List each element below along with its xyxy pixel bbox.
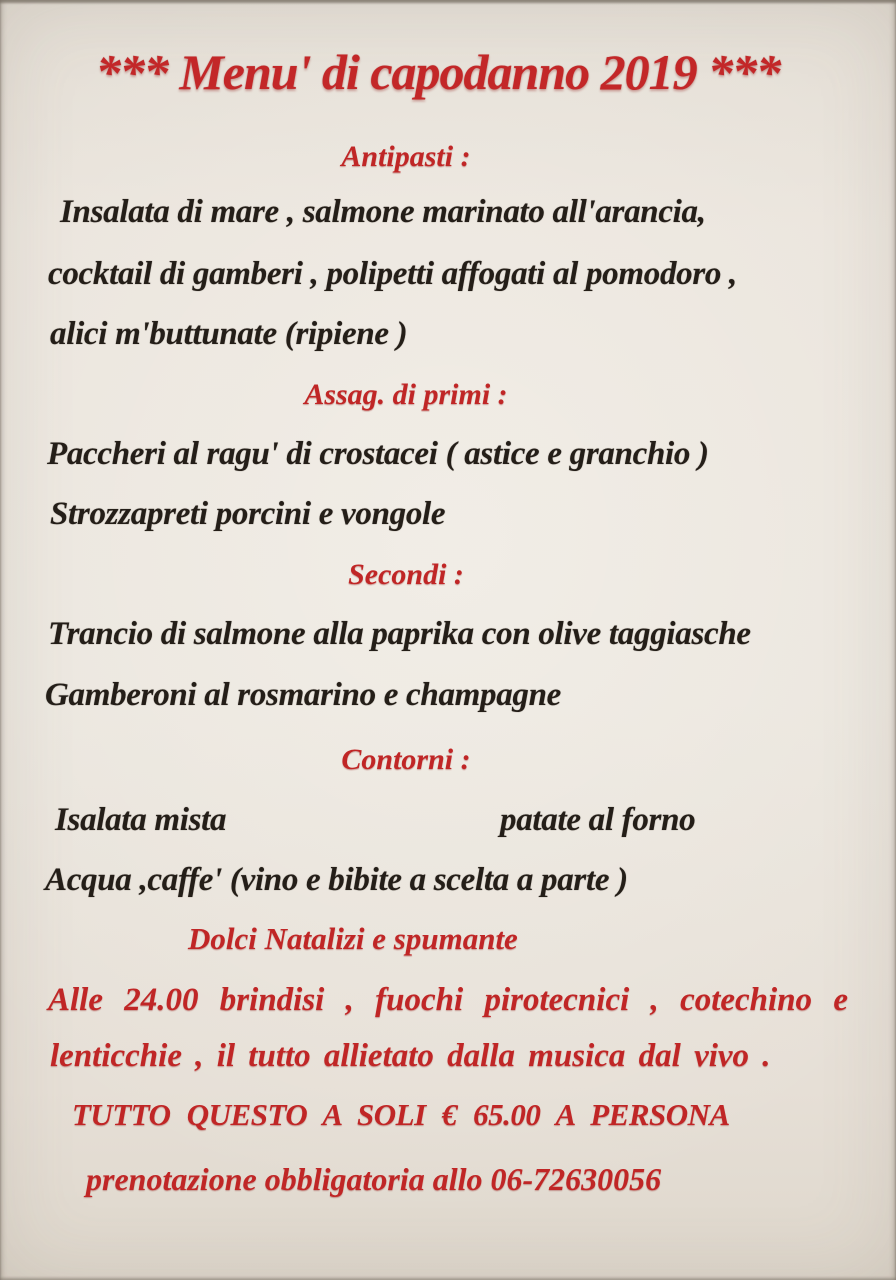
midnight-note-line-2: lenticchie , il tutto allietato dalla musica dal vivo . — [50, 1038, 771, 1074]
price-line: TUTTO QUESTO A SOLI € 65.00 A PERSONA — [72, 1097, 730, 1132]
section-heading-dolci: Dolci Natalizi e spumante — [188, 921, 518, 956]
menu-item-drinks: Acqua ,caffe' (vino e bibite a scelta a parte ) — [45, 862, 628, 898]
menu-item-contorni-right: patate al forno — [500, 802, 696, 838]
menu-item-primi-1: Paccheri al ragu' di crostacei ( astice e granchio ) — [47, 436, 709, 472]
section-heading-primi: Assag. di primi : — [304, 378, 508, 411]
menu-item-secondi-2: Gamberoni al rosmarino e champagne — [45, 677, 562, 713]
menu-title: *** Menu' di capodanno 2019 *** — [95, 44, 781, 100]
menu-item-contorni-left: Isalata mista — [55, 802, 227, 838]
menu-item-secondi-1: Trancio di salmone alla paprika con olive taggiasche — [48, 616, 751, 652]
menu-item-antipasti-2: cocktail di gamberi , polipetti affogati al pomodoro , — [48, 256, 737, 292]
menu-item-primi-2: Strozzapreti porcini e vongole — [50, 496, 446, 532]
section-heading-antipasti: Antipasti : — [341, 140, 471, 173]
section-heading-secondi: Secondi : — [348, 558, 464, 591]
menu-item-antipasti-1: Insalata di mare , salmone marinato all'arancia, — [60, 194, 706, 230]
booking-line: prenotazione obbligatoria allo 06-72630056 — [86, 1161, 662, 1197]
midnight-note-line-1: Alle 24.00 brindisi , fuochi pirotecnici , cotechino e — [48, 982, 848, 1018]
menu-item-antipasti-3: alici m'buttunate (ripiene ) — [50, 316, 408, 352]
section-heading-contorni: Contorni : — [341, 743, 471, 776]
